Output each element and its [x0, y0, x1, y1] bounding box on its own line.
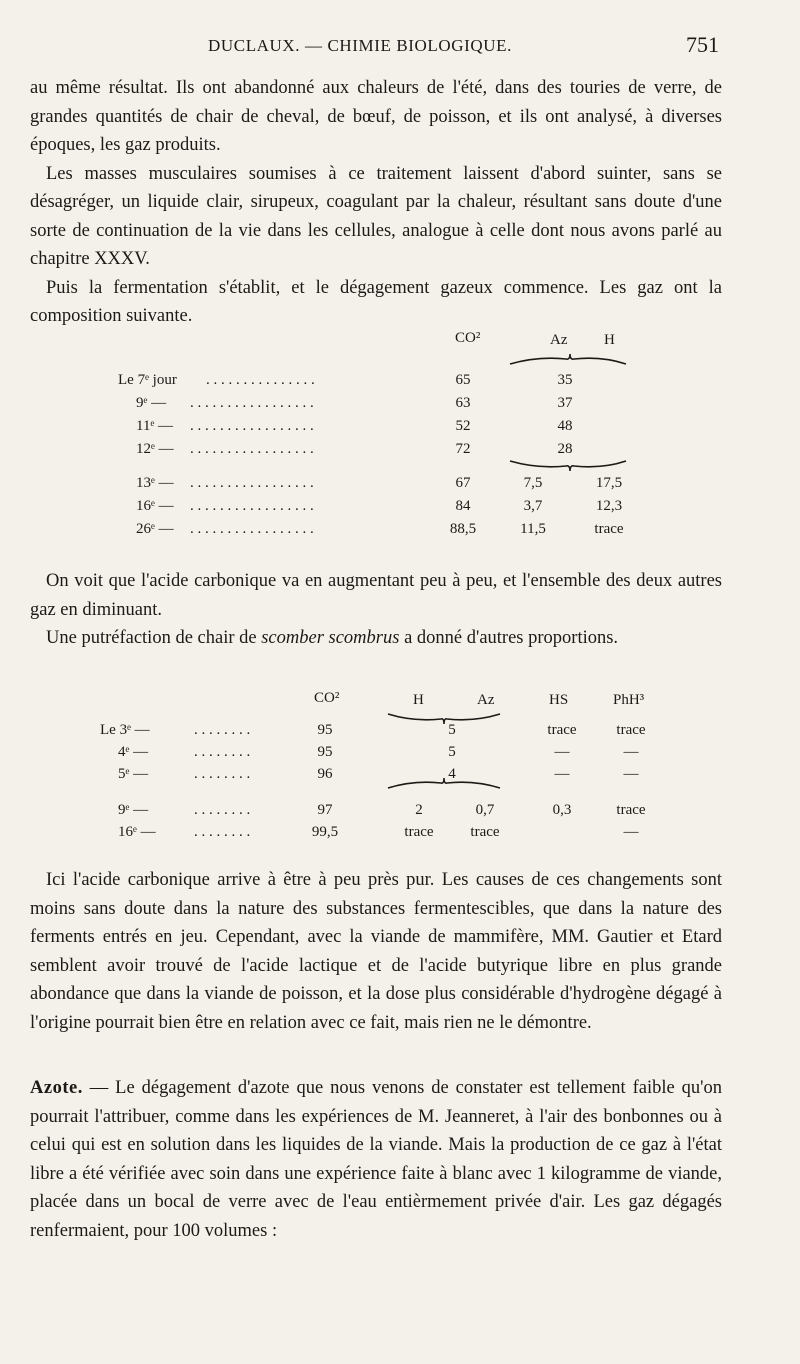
table1-row-brace [508, 457, 628, 473]
paragraph-4: On voit que l'acide carbonique va en augmentant peu à peu, et l'ensemble des deux autres gaz en diminuant. [30, 571, 722, 620]
table2-az-value: trace [470, 824, 500, 840]
paragraph-3: Puis la fermentation s'établit, et le dégagement gazeux commence. Les gaz ont la composition suivante. [30, 277, 722, 326]
table1-row-label: 26ᵉ — [136, 521, 174, 537]
table1-co2-value: 63 [455, 395, 471, 411]
species-name: scomber scombrus [261, 628, 400, 648]
table1-h-value: trace [594, 521, 624, 537]
table2-co2-value: 96 [317, 766, 333, 782]
table1-row-leader: . . . . . . . . . . . . . . . . . [190, 521, 314, 537]
paragraph-7-body: — Le dégagement d'azote que nous venons de constater est tellement faible qu'on pourrait l'attribuer, comme dans les expériences de M. Jeanneret, à l'air des bonbonnes ou à celui qui est en solution dans les liquides de la viande. Mais la production de ce gaz à l'état libre a été vérifiée avec soin dans une expérience faite à blanc avec 1 kilogramme de viande, placée dans un bocal de verre avec de l'eau entièrmement privée d'air. Les gaz dégagés renfermaient, pour 100 volumes : [30, 1078, 722, 1241]
table2-header-hs: HS [549, 692, 569, 708]
paragraph-6: Ici l'acide carbonique arrive à être à peu près pur. Les causes de ces changements sont moins sans doute dans la nature des substances fermentescibles, que dans la nature des ferments entrés en jeu. Cependant, avec la viande de mammifère, MM. Gautier et Etard semblent avoir trouvé de l'acide lactique et de l'acide butyrique libre en plus grande abondance que dans la viande de poisson, et la dose plus considérable d'hydrogène dégagé à l'origine pourrait bien être en relation avec ce fait, mais rien ne le démontre. [30, 870, 722, 1033]
table1-co2-value: 67 [455, 475, 471, 491]
table1-h-value: 17,5 [595, 475, 623, 491]
table2-h-az-value: 5 [448, 722, 456, 738]
text-block-3 [30, 866, 722, 1037]
table2-row-label: 5ᵉ — [118, 766, 149, 782]
table2-hs-value: — [554, 766, 570, 782]
table1-co2-value: 72 [455, 441, 471, 457]
page-number: 751 [686, 32, 719, 57]
table1-row-label: 13ᵉ — [136, 475, 174, 491]
gas-table-1 [0, 330, 800, 550]
table1-row-leader: . . . . . . . . . . . . . . . . . [190, 395, 314, 411]
paragraph-7 [30, 1074, 722, 1245]
table2-header-co2: CO² [314, 690, 340, 706]
table1-co2-value: 65 [455, 372, 471, 388]
paragraph-5 [30, 624, 722, 653]
table1-header-brace [508, 352, 628, 368]
table1-header-h: H [604, 332, 615, 348]
table1-row-leader: . . . . . . . . . . . . . . . [206, 372, 315, 388]
table1-co2-value: 88,5 [449, 521, 477, 537]
table2-phh3-value: — [623, 824, 639, 840]
section-heading-azote: Azote. [30, 1078, 83, 1098]
table2-row-label: 4ᵉ — [118, 744, 149, 760]
table2-row-label: 16ᵉ — [118, 824, 156, 840]
table2-row-label: Le 3ᵉ — [100, 722, 150, 738]
table1-co2-value: 52 [455, 418, 471, 434]
table1-row-label: Le 7ᵉ jour [118, 372, 177, 388]
table1-row-label: 9ᵉ — [136, 395, 167, 411]
table2-co2-value: 99,5 [311, 824, 339, 840]
gas-table-2 [0, 690, 800, 855]
table1-row-label: 11ᵉ — [136, 418, 174, 434]
table1-row-leader: . . . . . . . . . . . . . . . . . [190, 498, 314, 514]
table2-row-leader: . . . . . . . . [194, 766, 251, 782]
table2-phh3-value: trace [616, 802, 646, 818]
text-block-4 [30, 1074, 722, 1245]
table1-row-label: 16ᵉ — [136, 498, 174, 514]
table1-row-leader: . . . . . . . . . . . . . . . . . [190, 441, 314, 457]
table1-header-az: Az [550, 332, 568, 348]
running-head: DUCLAUX. — CHIMIE BIOLOGIQUE. [208, 36, 513, 55]
paragraph-5-start: Une putréfaction de chair de [46, 628, 262, 648]
table2-header-phh3: PhH³ [613, 692, 645, 708]
table1-h-value: 12,3 [595, 498, 623, 514]
table1-az-value: 7,5 [523, 475, 543, 491]
table2-row-leader: . . . . . . . . [194, 744, 251, 760]
table2-phh3-value: — [623, 744, 639, 760]
table1-az-h-value: 28 [557, 441, 573, 457]
table2-row-leader: . . . . . . . . [194, 722, 251, 738]
table2-row-leader: . . . . . . . . [194, 802, 251, 818]
table2-hs-value: — [554, 744, 570, 760]
table2-row-brace [386, 776, 502, 792]
text-block-1 [30, 74, 722, 331]
table2-header-h: H [413, 692, 424, 708]
table2-h-az-value: 5 [448, 744, 456, 760]
table2-co2-value: 95 [317, 744, 333, 760]
table1-az-h-value: 35 [557, 372, 573, 388]
table1-row-leader: . . . . . . . . . . . . . . . . . [190, 418, 314, 434]
table1-az-h-value: 37 [557, 395, 573, 411]
table2-h-az-value: 4 [448, 766, 456, 782]
table2-h-value: 2 [415, 802, 423, 818]
table2-header-az: Az [477, 692, 495, 708]
table2-hs-value: 0,3 [552, 802, 572, 818]
table2-h-value: trace [404, 824, 434, 840]
paragraph-2: Les masses musculaires soumises à ce traitement laissent d'abord suinter, sans se désagréger, un liquide clair, sirupeux, coagulant par la chaleur, résultant sans doute d'une sorte de continuation de la vie dans les cellules, analogue à celle dont nous avons parlé au chapitre XXXV. [30, 163, 722, 269]
table2-header-brace [386, 710, 502, 726]
text-block-2 [30, 567, 722, 653]
table1-co2-value: 84 [455, 498, 471, 514]
table2-hs-value: trace [547, 722, 577, 738]
paragraph-5-end: a donné d'autres proportions. [399, 628, 619, 648]
table2-phh3-value: trace [616, 722, 646, 738]
table1-header-co2: CO² [455, 330, 481, 346]
table1-az-h-value: 48 [557, 418, 573, 434]
table2-co2-value: 97 [317, 802, 333, 818]
table1-az-value: 11,5 [520, 521, 546, 537]
table2-row-label: 9ᵉ — [118, 802, 149, 818]
table2-row-leader: . . . . . . . . [194, 824, 251, 840]
page-header [0, 32, 800, 66]
table2-az-value: 0,7 [475, 802, 495, 818]
table2-co2-value: 95 [317, 722, 333, 738]
table2-phh3-value: — [623, 766, 639, 782]
table1-row-leader: . . . . . . . . . . . . . . . . . [190, 475, 314, 491]
table1-az-value: 3,7 [523, 498, 543, 514]
table1-row-label: 12ᵉ — [136, 441, 174, 457]
paragraph-1: au même résultat. Ils ont abandonné aux chaleurs de l'été, dans des touries de verre, de grandes quantités de chair de cheval, de bœuf, de poisson, et ils ont analysé, à diverses époques, les gaz produits. [30, 78, 722, 155]
